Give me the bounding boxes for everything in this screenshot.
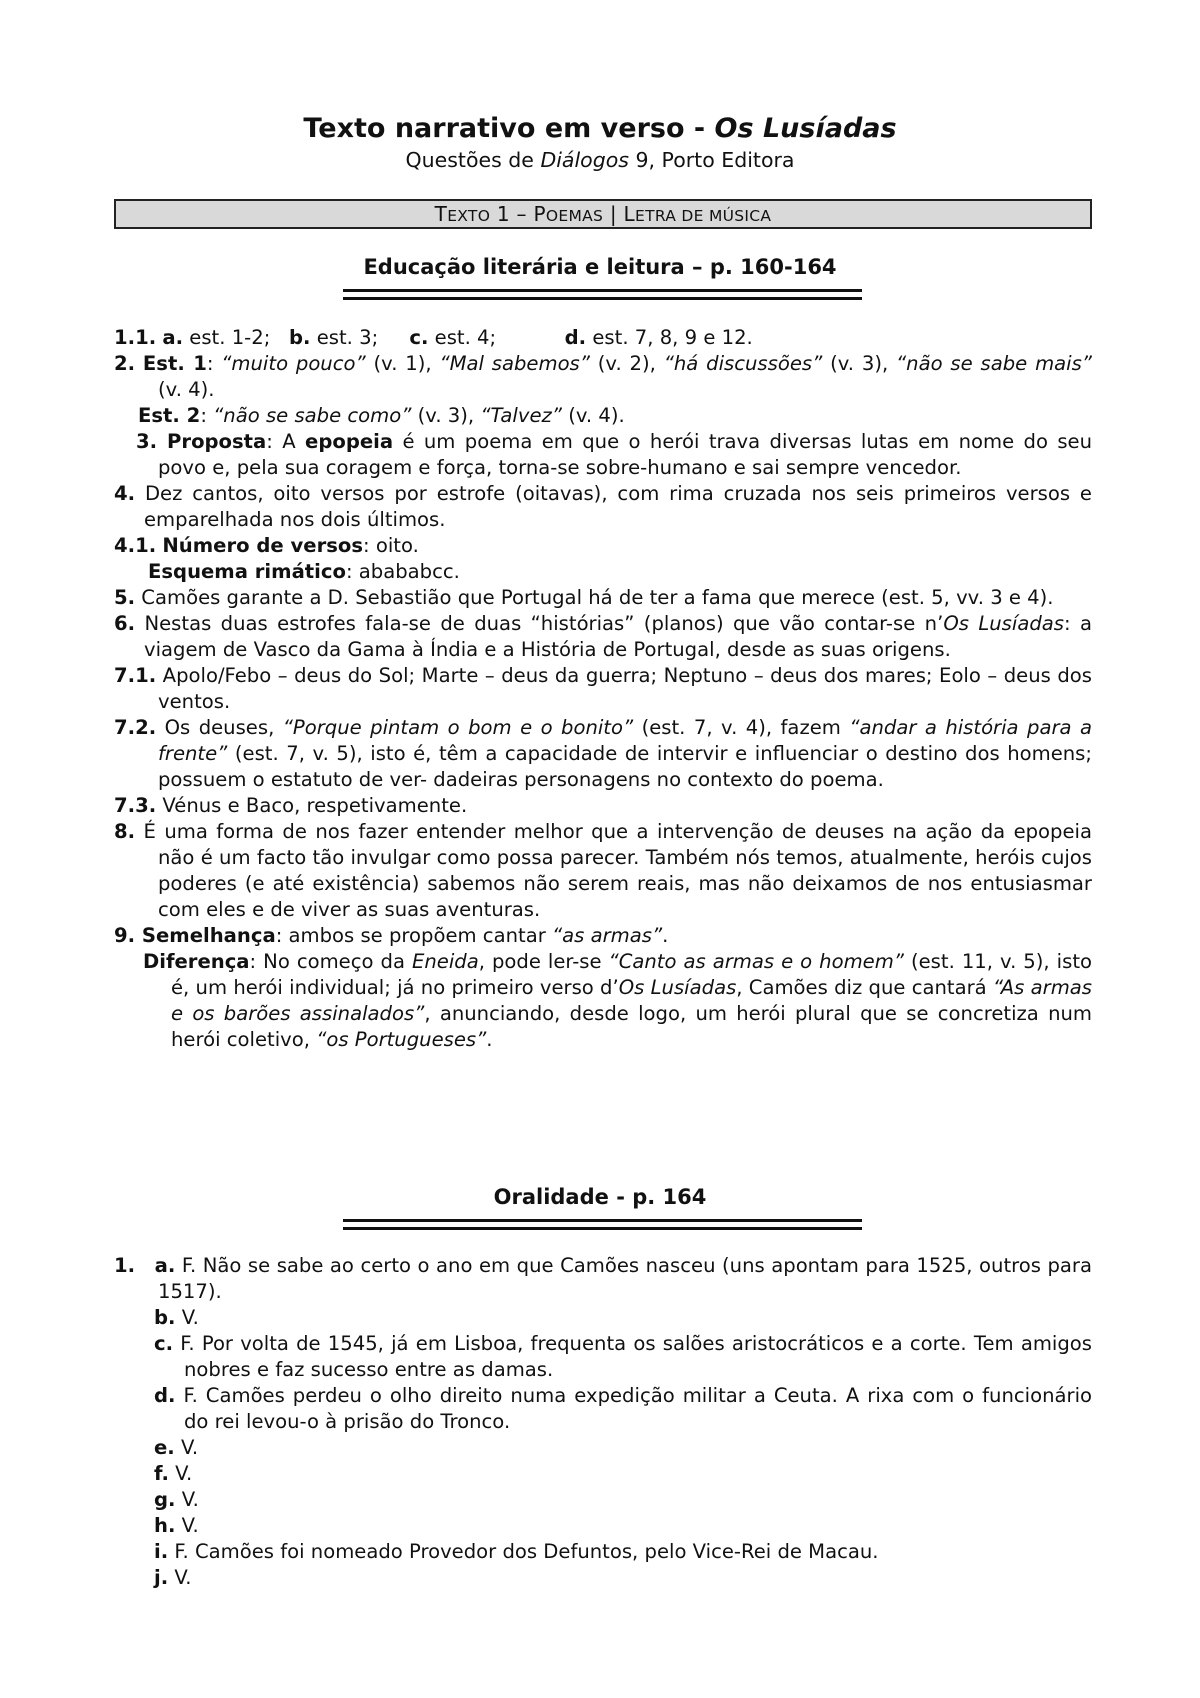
- answer-text: (v. 3),: [822, 352, 897, 375]
- work-title: Os Lusíadas: [618, 976, 737, 999]
- answer-text: : abababcc.: [345, 560, 460, 583]
- banner-text: | L: [603, 202, 635, 226]
- answer-number: 3. Proposta: [136, 430, 267, 453]
- answer-term: epopeia: [305, 430, 394, 453]
- oral-item-f: [114, 1461, 1092, 1487]
- work-title: Eneida: [411, 950, 479, 973]
- answer-text: .: [662, 924, 669, 947]
- banner-text: OEMAS: [545, 207, 604, 225]
- subtitle-italic: Diálogos: [540, 148, 629, 172]
- answer-text: :: [200, 404, 214, 427]
- quote: “muito pouco”: [221, 352, 366, 375]
- quote: “Canto as armas e o homem”: [608, 950, 904, 973]
- double-rule: [343, 289, 862, 300]
- item-text: V.: [175, 1306, 199, 1329]
- answer-text: , anunciando, desde logo, um herói plural que se concretiza num herói coletivo,: [171, 1002, 1092, 1051]
- answer-number: 5.: [114, 586, 136, 609]
- item-text: est. 7, 8, 9 e 12.: [592, 326, 753, 349]
- answer-text: .: [486, 1028, 493, 1051]
- section-heading-edu: Educação literária e leitura – p. 160-164: [363, 255, 837, 279]
- answer-2: [114, 351, 1092, 403]
- title-italic: Os Lusíadas: [714, 113, 897, 144]
- answer-text: é um poema em que o herói trava diversas lutas em nome do seu povo e, pela sua coragem e força, torna-se sobre-humano e sai sempre vencedor.: [158, 430, 1093, 479]
- answer-number: 7.2.: [114, 716, 157, 739]
- answer-text: (v. 3),: [411, 404, 481, 427]
- oral-item-g: [114, 1487, 1092, 1513]
- subtitle-text: Questões de: [405, 148, 541, 172]
- work-title: Os Lusíadas: [943, 612, 1064, 635]
- item-text: F. Camões perdeu o olho direito numa expedição militar a Ceuta. A rixa com o funcionário do rei levou-o à prisão do Tronco.: [175, 1384, 1092, 1433]
- answer-label: Diferença: [143, 950, 250, 973]
- answer-text: (v. 4).: [158, 378, 215, 401]
- answer-text: : oito.: [363, 534, 419, 557]
- item-label: c.: [409, 326, 429, 349]
- answers-edu: [114, 325, 1092, 1053]
- answer-5: [114, 585, 1092, 611]
- answer-4-1: [114, 533, 1092, 559]
- answer-text: : No começo da: [249, 950, 412, 973]
- answer-text: (est. 11, v. 5), isto é, um herói individual; já no primeiro verso d’: [171, 950, 1092, 999]
- oral-item-j: [114, 1565, 1092, 1591]
- quote: “As armas e os barões assinalados”: [171, 976, 1092, 1025]
- answer-text: Camões garante a D. Sebastião que Portugal há de ter a fama que merece (est. 5, vv. 3 e 4).: [135, 586, 1054, 609]
- answer-6: [114, 611, 1092, 663]
- item-text: F. Não se sabe ao certo o ano em que Camões nasceu (uns apontam para 1525, outros para 1517).: [158, 1254, 1092, 1303]
- item-label: a.: [162, 326, 184, 349]
- answer-number: 6.: [114, 612, 136, 635]
- answer-number: 1.: [114, 1254, 136, 1277]
- item-label: i.: [154, 1540, 169, 1563]
- item-text: V.: [175, 1488, 199, 1511]
- answer-number: 2.: [114, 352, 136, 375]
- answer-4: [114, 481, 1092, 533]
- answer-text: (v. 2),: [589, 352, 664, 375]
- answer-text: Apolo/Febo – deus do Sol; Marte – deus da guerra; Neptuno – deus dos mares; Eolo – deus dos ventos.: [156, 664, 1092, 713]
- answer-text: (est. 7, v. 5), isto é, têm a capacidade de intervir e influenciar o destino dos homens; possuem o estatuto de ver- dadeiras personagens no contexto do poema.: [158, 742, 1092, 791]
- answer-2-est2: [114, 403, 1092, 429]
- answer-text: , Camões diz que cantará: [736, 976, 993, 999]
- answer-number: 9. Semelhança: [114, 924, 276, 947]
- answer-text: Nestas duas estrofes fala-se de duas “histórias” (planos) que vão contar-se n’: [135, 612, 944, 635]
- oral-item-d: [114, 1383, 1092, 1435]
- oral-item-i: [114, 1539, 1092, 1565]
- answer-3: [114, 429, 1092, 481]
- item-text: est. 3;: [316, 326, 379, 349]
- answer-number: 8.: [114, 820, 136, 843]
- answer-8: [114, 819, 1092, 923]
- answer-text: Dez cantos, oito versos por estrofe (oitavas), com rima cruzada nos seis primeiros versos e emparelhada nos dois últimos.: [135, 482, 1092, 531]
- answer-7-1: [114, 663, 1092, 715]
- item-label: c.: [154, 1332, 174, 1355]
- quote: “Mal sabemos”: [439, 352, 590, 375]
- item-label: d.: [154, 1384, 176, 1407]
- banner-text: EXTO: [447, 207, 491, 225]
- item-text: F. Camões foi nomeado Provedor dos Defuntos, pelo Vice-Rei de Macau.: [168, 1540, 879, 1563]
- answer-label: Esquema rimático: [148, 560, 346, 583]
- answer-text: (v. 4).: [561, 404, 625, 427]
- answer-label: Est. 1: [142, 352, 207, 375]
- item-label: h.: [154, 1514, 176, 1537]
- item-label: e.: [154, 1436, 175, 1459]
- answer-number: 7.3.: [114, 794, 157, 817]
- answer-label: Número de versos: [162, 534, 364, 557]
- item-text: V.: [175, 1514, 199, 1537]
- item-text: est. 4;: [434, 326, 497, 349]
- page-subtitle: [0, 147, 1200, 173]
- item-label: f.: [154, 1462, 169, 1485]
- answer-text: : a viagem de Vasco da Gama à Índia e a História de Portugal, desde as suas origens.: [144, 612, 1092, 661]
- answers-oral: [114, 1253, 1092, 1591]
- answer-text: (v. 1),: [365, 352, 440, 375]
- answer-9-difference: [114, 949, 1092, 1053]
- answer-text: (est. 7, v. 4), fazem: [633, 716, 850, 739]
- answer-text: :: [206, 352, 222, 375]
- answer-9: [114, 923, 1092, 949]
- item-text: V.: [174, 1436, 199, 1459]
- answer-number: 4.: [114, 482, 136, 505]
- answer-text: Vénus e Baco, respetivamente.: [156, 794, 468, 817]
- quote: “há discussões”: [663, 352, 823, 375]
- item-text: V.: [168, 1566, 192, 1589]
- quote: “Talvez”: [480, 404, 562, 427]
- item-label: b.: [154, 1306, 176, 1329]
- page-title: [0, 112, 1200, 146]
- item-text: F. Por volta de 1545, já em Lisboa, frequenta os salões aristocráticos e a corte. Tem amigos nobres e faz sucesso entre as damas.: [173, 1332, 1092, 1381]
- oral-item-e: [114, 1435, 1092, 1461]
- answer-number: 4.1.: [114, 534, 157, 557]
- answer-7-2: [114, 715, 1092, 793]
- answer-number: 1.1.: [114, 326, 157, 349]
- answer-text: É uma forma de nos fazer entender melhor que a intervenção de deuses na ação da epopeia não é um facto tão invulgar como possa parecer. Também nós temos, atualmente, heróis cujos poderes (e até existência) sabemos não serem reais, mas não deixamos de nos entusiasmar com eles e de viver as suas aventuras.: [135, 820, 1092, 921]
- quote: “não se sabe mais”: [896, 352, 1092, 375]
- banner-text: 1 – P: [490, 202, 546, 226]
- oral-item-c: [114, 1331, 1092, 1383]
- answer-text: : A: [266, 430, 306, 453]
- title-text: Texto narrativo em verso -: [303, 113, 715, 144]
- quote: “andar a história para a frente”: [158, 716, 1092, 765]
- oral-item-a: [114, 1253, 1092, 1305]
- item-text: est. 1-2;: [189, 326, 271, 349]
- quote: “Porque pintam o bom e o bonito”: [282, 716, 634, 739]
- answer-text: , pode ler-se: [478, 950, 609, 973]
- section-heading-oral: Oralidade - p. 164: [493, 1185, 707, 1209]
- item-label: b.: [289, 326, 311, 349]
- item-text: V.: [168, 1462, 193, 1485]
- oral-item-b: [114, 1305, 1092, 1331]
- text-banner: [114, 199, 1092, 229]
- answer-label: Est. 2: [138, 404, 201, 427]
- answer-text: : ambos se propõem cantar: [275, 924, 552, 947]
- double-rule: [343, 1219, 862, 1230]
- answer-7-3: [114, 793, 1092, 819]
- answer-number: 7.1.: [114, 664, 157, 687]
- banner-text: ETRA DE MÚSICA: [634, 207, 772, 225]
- answer-4-1-scheme: [114, 559, 1092, 585]
- banner-text: T: [434, 202, 448, 226]
- subtitle-text-end: 9, Porto Editora: [628, 148, 795, 172]
- quote: “não se sabe como”: [213, 404, 412, 427]
- quote: “os Portugueses”: [316, 1028, 487, 1051]
- answer-1-1: [114, 325, 1092, 351]
- quote: “as armas”: [551, 924, 663, 947]
- item-label: d.: [564, 326, 587, 349]
- oral-item-h: [114, 1513, 1092, 1539]
- item-label: g.: [154, 1488, 176, 1511]
- item-label: j.: [154, 1566, 169, 1589]
- answer-text: Os deuses,: [156, 716, 283, 739]
- item-label: a.: [154, 1254, 176, 1277]
